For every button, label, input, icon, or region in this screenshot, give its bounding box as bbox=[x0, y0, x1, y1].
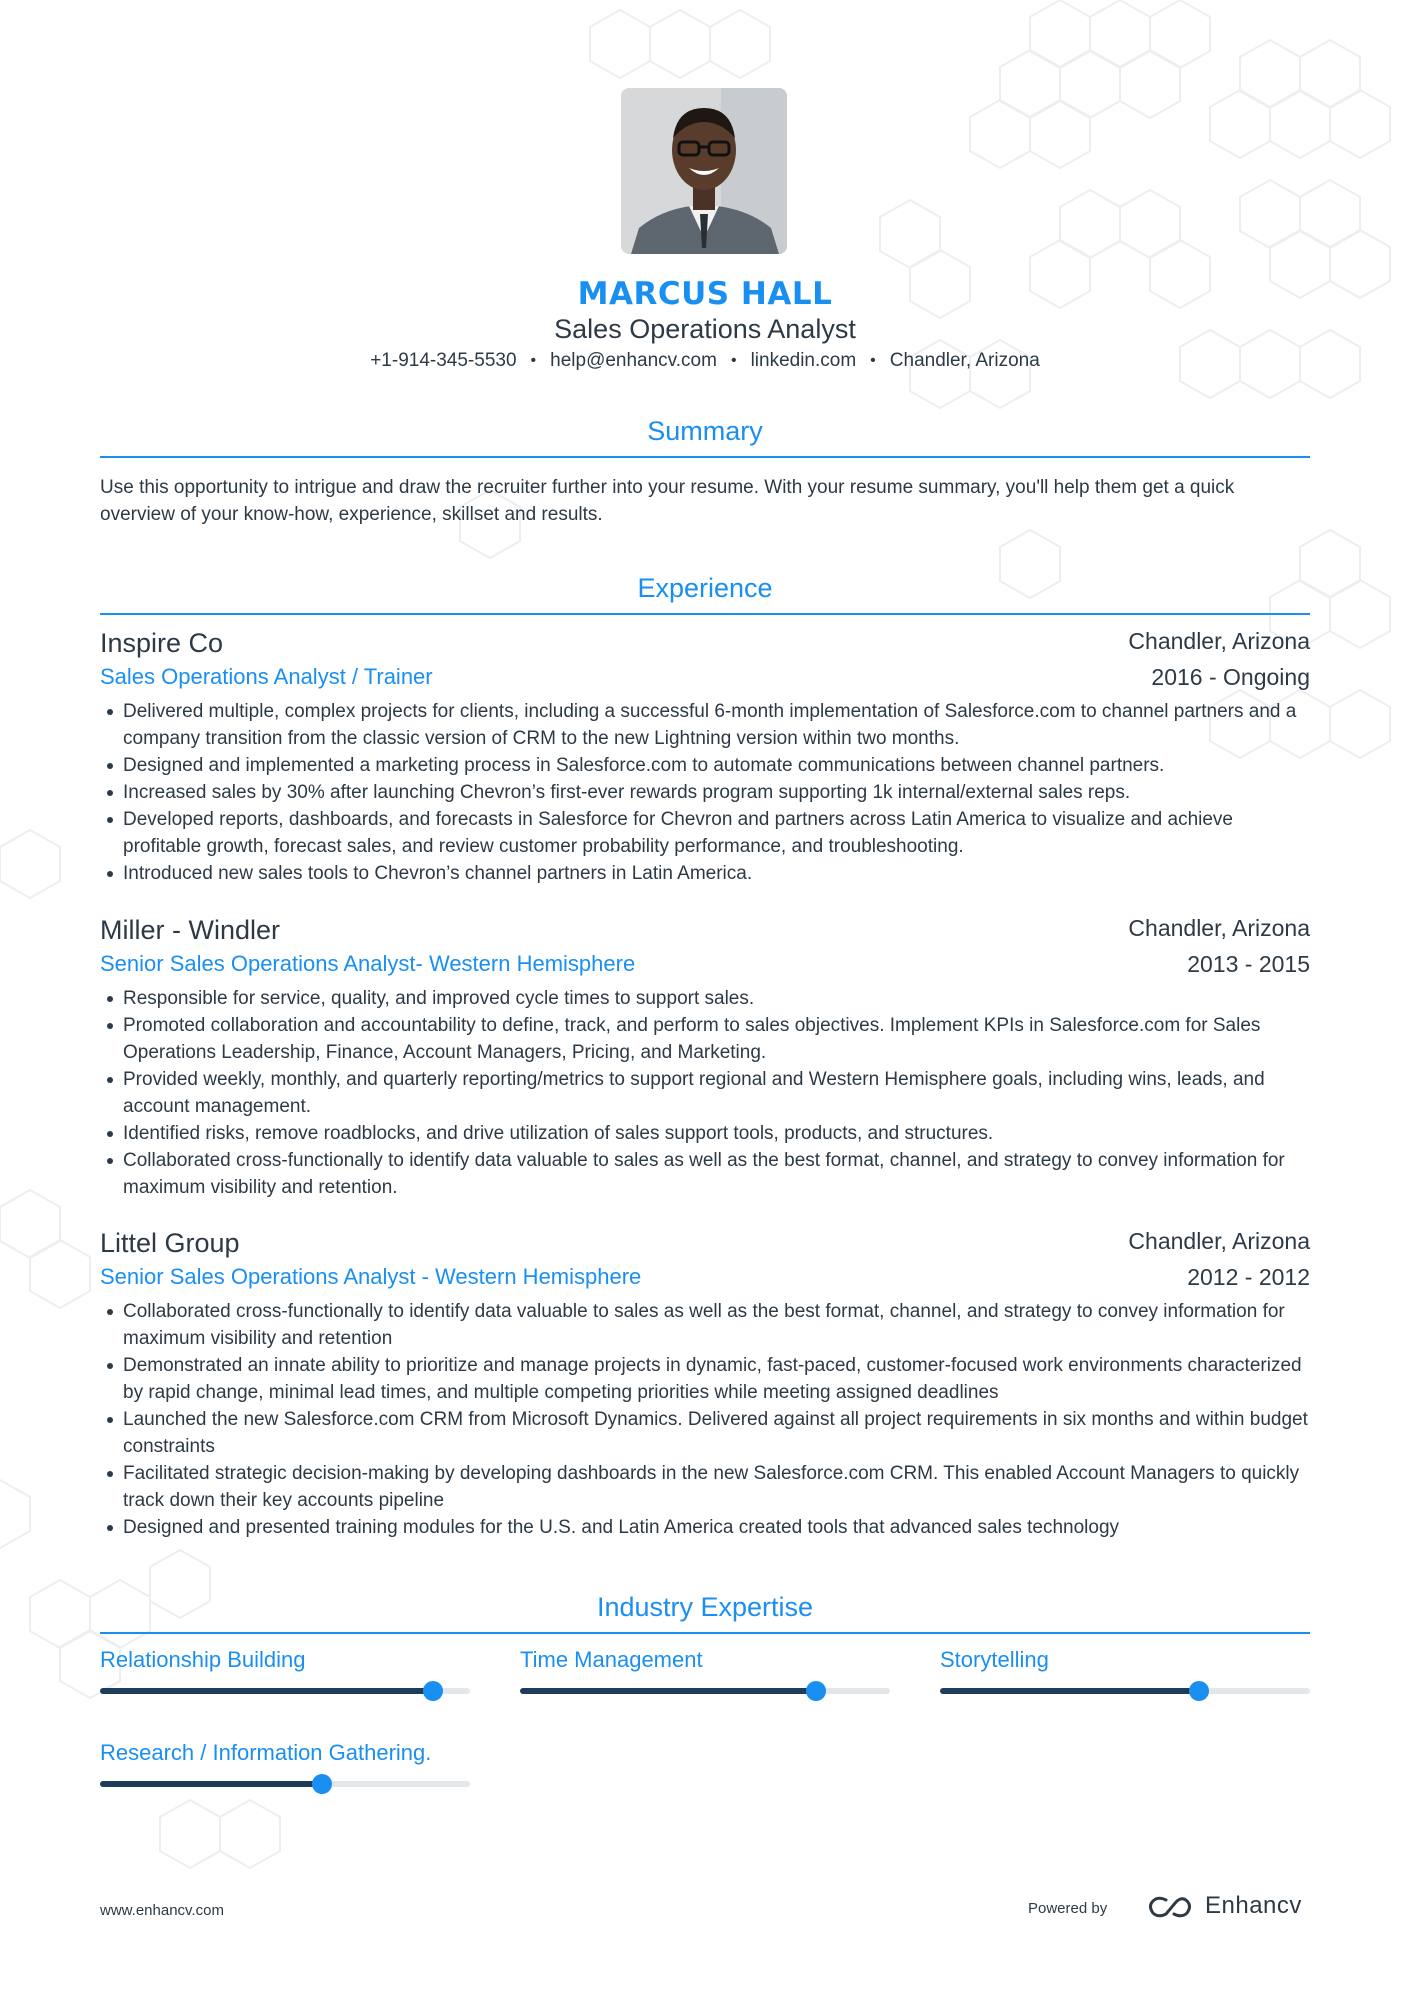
skill-item bbox=[520, 1647, 890, 1673]
job-bullet: Delivered multiple, complex projects for clients, including a successful 6-month implementation of Salesforce.com to channel partners and a company transition from the classic version of CRM to the new Lightning version within two months. bbox=[100, 698, 1310, 752]
section-divider bbox=[100, 613, 1310, 615]
job-bullet: Designed and presented training modules for the U.S. and Latin America created tools that advanced sales technology bbox=[100, 1514, 1310, 1541]
skill-item bbox=[940, 1647, 1310, 1673]
job-bullet: Introduced new sales tools to Chevron’s channel partners in Latin America. bbox=[100, 860, 1310, 887]
skill-bar-knob bbox=[423, 1681, 443, 1701]
contact-line bbox=[0, 350, 1410, 372]
skill-bar-track bbox=[100, 1688, 470, 1694]
job-title: Senior Sales Operations Analyst - Western Hemisphere bbox=[100, 1264, 642, 1289]
skill-bar-knob bbox=[312, 1774, 332, 1794]
job-location: Chandler, Arizona bbox=[1128, 915, 1310, 941]
skill-bar-track bbox=[940, 1688, 1310, 1694]
skill-bar-fill bbox=[100, 1688, 433, 1694]
linkedin-link[interactable]: linkedin.com bbox=[750, 350, 857, 371]
job-dates: 2016 - Ongoing bbox=[1151, 664, 1310, 690]
skill-label: Relationship Building bbox=[100, 1647, 306, 1672]
section-title-industry-expertise: Industry Expertise bbox=[596, 1592, 814, 1622]
email[interactable]: help@enhancv.com bbox=[550, 350, 717, 371]
job-bullet: Responsible for service, quality, and improved cycle times to support sales. bbox=[100, 985, 1310, 1012]
enhancv-brand-name: Enhancv bbox=[1205, 1892, 1302, 1919]
job-bullets bbox=[100, 698, 1310, 887]
skill-item bbox=[100, 1647, 470, 1673]
company-name: Inspire Co bbox=[100, 628, 224, 658]
job-title: Sales Operations Analyst / Trainer bbox=[100, 664, 433, 689]
phone[interactable]: +1-914-345-5530 bbox=[370, 350, 517, 371]
job-bullet: Promoted collaboration and accountability to define, track, and perform to sales objectives. Implement KPIs in Salesforce.com for Sales Operations Leadership, Finance, Account Managers, Pricing, and Marketing. bbox=[100, 1012, 1310, 1066]
section-title-summary: Summary bbox=[647, 416, 763, 446]
separator-dot: • bbox=[870, 351, 876, 369]
job-location: Chandler, Arizona bbox=[1128, 628, 1310, 654]
skill-bar-fill bbox=[940, 1688, 1199, 1694]
separator-dot: • bbox=[730, 351, 737, 369]
skill-bar-track bbox=[520, 1688, 890, 1694]
job-bullet: Demonstrated an innate ability to prioritize and manage projects in dynamic, fast-paced, customer-focused work environments characterized by rapid change, minimal lead times, and multiple competing priorities while meeting assigned deadlines bbox=[100, 1352, 1310, 1406]
job-location: Chandler, Arizona bbox=[1128, 1228, 1310, 1254]
skill-bar-fill bbox=[100, 1781, 322, 1787]
summary-text: Use this opportunity to intrigue and draw the recruiter further into your resume. With your resume summary, you'll help them get a quick overview of your know-how, experience, skillset and results. bbox=[100, 477, 1235, 525]
candidate-role: Sales Operations Analyst bbox=[554, 314, 856, 344]
section-title-experience: Experience bbox=[637, 573, 773, 603]
job-bullet: Increased sales by 30% after launching Chevron’s first-ever rewards program supporting 1k internal/external sales reps. bbox=[100, 779, 1310, 806]
job-bullet: Collaborated cross-functionally to identify data valuable to sales as well as the best format, channel, and strategy to convey information for maximum visibility and retention. bbox=[100, 1147, 1310, 1201]
section-divider bbox=[100, 1632, 1310, 1634]
powered-by-label: Powered by bbox=[1028, 1900, 1108, 1917]
location: Chandler, Arizona bbox=[889, 350, 1040, 371]
footer-website-link[interactable]: www.enhancv.com bbox=[100, 1902, 224, 1919]
skill-bar-fill bbox=[520, 1688, 816, 1694]
profile-photo-illustration bbox=[621, 88, 787, 254]
skill-bar-knob bbox=[1189, 1681, 1209, 1701]
job-bullet: Developed reports, dashboards, and forecasts in Salesforce for Chevron and partners across Latin America to visualize and achieve profitable growth, forecast sales, and review customer probability performance, and troubleshooting. bbox=[100, 806, 1310, 860]
skill-label: Storytelling bbox=[940, 1647, 1049, 1672]
job-bullet: Identified risks, remove roadblocks, and drive utilization of sales support tools, products, and structures. bbox=[100, 1120, 1310, 1147]
job-bullets bbox=[100, 1298, 1310, 1541]
profile-photo bbox=[621, 88, 787, 254]
separator-dot: • bbox=[530, 351, 537, 369]
section-divider bbox=[100, 456, 1310, 458]
skill-label: Research / Information Gathering. bbox=[100, 1740, 432, 1765]
skill-bar-track bbox=[100, 1781, 470, 1787]
job-title: Senior Sales Operations Analyst- Western Hemisphere bbox=[100, 951, 636, 976]
job-bullet: Launched the new Salesforce.com CRM from Microsoft Dynamics. Delivered against all project requirements in six months and within budget constraints bbox=[100, 1406, 1310, 1460]
company-name: Miller - Windler bbox=[100, 915, 281, 945]
job-bullet: Designed and implemented a marketing process in Salesforce.com to automate communications between channel partners. bbox=[100, 752, 1310, 779]
job-bullets bbox=[100, 985, 1310, 1201]
candidate-name: MARCUS HALL bbox=[577, 276, 833, 312]
skill-label: Time Management bbox=[520, 1647, 703, 1672]
job-bullet: Collaborated cross-functionally to identify data valuable to sales as well as the best format, channel, and strategy to convey information for maximum visibility and retention bbox=[100, 1298, 1310, 1352]
job-dates: 2013 - 2015 bbox=[1187, 951, 1310, 977]
job-bullet: Provided weekly, monthly, and quarterly reporting/metrics to support regional and Western Hemisphere goals, including wins, leads, and account management. bbox=[100, 1066, 1310, 1120]
enhancv-logo-icon bbox=[1146, 1894, 1194, 1922]
job-dates: 2012 - 2012 bbox=[1187, 1264, 1310, 1290]
company-name: Littel Group bbox=[100, 1228, 240, 1258]
job-bullet: Facilitated strategic decision-making by developing dashboards in the new Salesforce.com CRM. This enabled Account Managers to quickly track down their key accounts pipeline bbox=[100, 1460, 1310, 1514]
skill-bar-knob bbox=[806, 1681, 826, 1701]
skill-item bbox=[100, 1740, 470, 1766]
